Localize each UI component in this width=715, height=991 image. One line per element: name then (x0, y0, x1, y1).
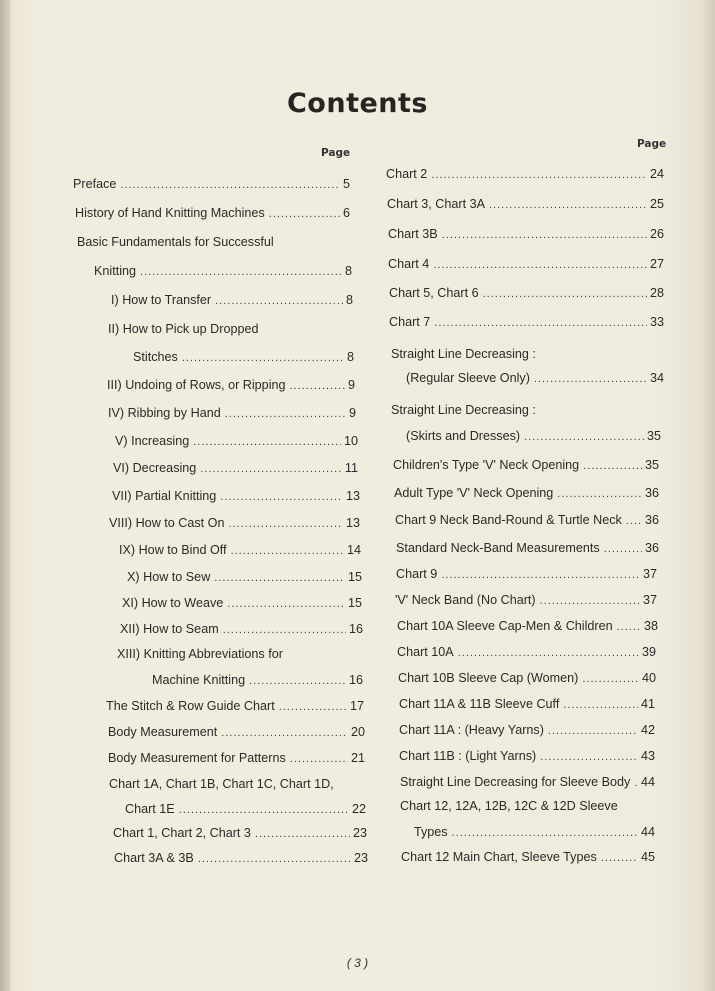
toc-entry: I) How to Transfer ..... 8 (111, 292, 353, 309)
toc-entry: Stitches ..... 8 (133, 349, 354, 366)
toc-entry: The Stitch & Row Guide Chart ..... 17 (106, 698, 364, 715)
toc-entry: Chart 7 ..... 33 (389, 314, 664, 331)
toc-entry: VI) Decreasing ..... 11 (113, 460, 358, 477)
right-page-heading: Page (637, 138, 667, 150)
toc-entry: Chart 11A : (Heavy Yarns) ..... 42 (399, 722, 655, 739)
page-number: ( 3 ) (346, 956, 369, 970)
toc-entry: Chart 2 ..... 24 (386, 166, 664, 183)
toc-entry: IV) Ribbing by Hand ..... 9 (108, 405, 356, 422)
toc-entry: Body Measurement for Patterns ..... 21 (108, 750, 365, 767)
toc-entry: Preface ..... 5 (73, 176, 350, 193)
toc-entry: Chart 1A, Chart 1B, Chart 1C, Chart 1D, (109, 777, 334, 791)
toc-entry: II) How to Pick up Dropped (108, 322, 259, 336)
page-title: Contents (286, 88, 428, 119)
toc-entry: Chart 3, Chart 3A ..... 25 (387, 196, 664, 213)
toc-entry: Chart 9 ..... 37 (396, 566, 657, 583)
toc-entry: V) Increasing ..... 10 (115, 433, 358, 450)
toc-entry: IX) How to Bind Off ..... 14 (119, 542, 361, 559)
toc-entry: X) How to Sew ..... 15 (127, 569, 362, 586)
toc-entry: Standard Neck-Band Measurements ..... 36 (396, 540, 659, 557)
left-page-heading: Page (321, 147, 351, 159)
toc-entry: Straight Line Decreasing : (391, 403, 536, 417)
toc-entry: 'V' Neck Band (No Chart) ..... 37 (395, 592, 657, 609)
toc-entry: Body Measurement ..... 20 (108, 724, 365, 741)
toc-entry: Knitting ..... 8 (94, 263, 352, 280)
toc-entry: VIII) How to Cast On ..... 13 (109, 515, 360, 532)
toc-entry: Chart 12 Main Chart, Sleeve Types ..... 45 (401, 849, 655, 866)
toc-entry: Adult Type 'V' Neck Opening ..... 36 (394, 485, 659, 502)
toc-entry: Machine Knitting ..... 16 (152, 672, 363, 689)
toc-entry: Chart 12, 12A, 12B, 12C & 12D Sleeve (400, 799, 618, 813)
toc-entry: XIII) Knitting Abbreviations for (117, 647, 283, 661)
toc-entry: Chart 11A & 11B Sleeve Cuff ..... 41 (399, 696, 655, 713)
toc-entry: Chart 4 ..... 27 (388, 256, 664, 273)
toc-entry: Chart 5, Chart 6 ..... 28 (389, 285, 664, 302)
toc-entry: History of Hand Knitting Machines ..... 6 (75, 205, 350, 222)
toc-entry: (Regular Sleeve Only) ..... 34 (406, 370, 664, 387)
toc-entry: Straight Line Decreasing : (391, 347, 536, 361)
toc-entry: III) Undoing of Rows, or Ripping ..... 9 (107, 377, 355, 394)
toc-entry: Types ..... 44 (414, 824, 655, 841)
toc-entry: Chart 3A & 3B ..... 23 (114, 850, 368, 867)
book-binding (0, 0, 10, 991)
toc-entry: VII) Partial Knitting ..... 13 (112, 488, 360, 505)
toc-entry: XII) How to Seam ..... 16 (120, 621, 363, 638)
toc-entry: Chart 10A Sleeve Cap-Men & Children ..... 38 (397, 618, 658, 635)
toc-entry: Chart 10B Sleeve Cap (Women) ..... 40 (398, 670, 656, 687)
toc-entry: Chart 11B : (Light Yarns) ..... 43 (399, 748, 655, 765)
toc-entry: (Skirts and Dresses) ..... 35 (406, 428, 661, 445)
toc-entry: Chart 10A ..... 39 (397, 644, 656, 661)
toc-entry: Basic Fundamentals for Successful (77, 235, 274, 249)
toc-entry: Straight Line Decreasing for Sleeve Body ..... 44 (400, 774, 655, 791)
toc-entry: Chart 3B ..... 26 (388, 226, 664, 243)
toc-entry: Chart 9 Neck Band-Round & Turtle Neck ..... 36 (395, 512, 659, 529)
toc-entry: Chart 1E ..... 22 (125, 801, 366, 818)
toc-entry: Children's Type 'V' Neck Opening ..... 35 (393, 457, 659, 474)
toc-entry: Chart 1, Chart 2, Chart 3 ..... 23 (113, 825, 367, 842)
toc-entry: XI) How to Weave ..... 15 (122, 595, 362, 612)
